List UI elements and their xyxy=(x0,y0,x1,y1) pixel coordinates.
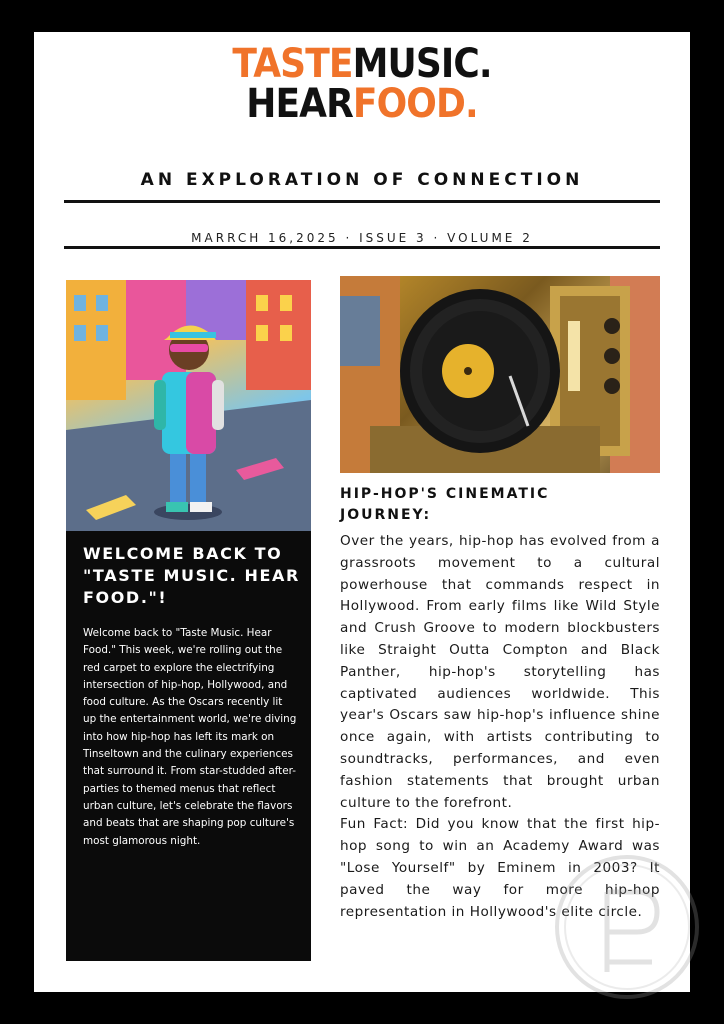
newsletter-page xyxy=(34,32,690,992)
tagline: AN EXPLORATION OF CONNECTION xyxy=(140,170,584,190)
issue-info: MARRCH 16,2025 · ISSUE 3 · VOLUME 2 xyxy=(191,231,533,245)
cartoon-hiphop-character-city-image xyxy=(66,280,311,531)
logo-line-2 xyxy=(67,81,657,127)
divider-bottom xyxy=(64,246,660,249)
welcome-body: Welcome back to "Taste Music. Hear Food." This week, we're rolling out the red carpet to explore the electrifying intersection of hip-hop, Hollywood, and food culture. As the Oscars recently lit up the entertainment world, we're diving into how hip-hop has left its mark on Tinseltown and the culinary experiences that surround it. From star-studded after-parties to themed menus that reflect urban culture, let's celebrate the flavors and beats that are shaping pop culture's most glamorous night. xyxy=(83,627,297,847)
logo-taste: TASTE xyxy=(232,41,353,87)
logo-hear: HEAR xyxy=(246,81,353,127)
article-paragraph-1: Over the years, hip-hop has evolved from a grassroots movement to a cultural powerhouse that commands respect in Hollywood. From early films like Wild Style and Crush Groove to modern blockbusters like Straight Outta Compton and Black Panther, hip-hop's storytelling has captivated audiences worldwide. This year's Oscars saw hip-hop's influence shine once again, with artists contributing to soundtracks, performances, and even fashion statements that brought urban culture to the forefront. xyxy=(340,533,660,811)
divider-top xyxy=(64,200,660,203)
logo-line-1 xyxy=(67,41,657,87)
logo-music: MUSIC. xyxy=(352,41,492,87)
welcome-title: WELCOME BACK TO "TASTE MUSIC. HEAR FOOD."! xyxy=(83,544,300,607)
article-paragraph-2: Fun Fact: Did you know that the first hip-hop song to win an Academy Award was "Lose Yourself" by Eminem in 2003? It paved the way for more hip-hop representation in Hollywood's elite circle. xyxy=(340,816,660,920)
circle-p-watermark-icon xyxy=(552,852,702,1002)
article-title: HIP-HOP'S CINEMATIC JOURNEY: xyxy=(340,486,550,523)
vinyl-record-player-image xyxy=(340,276,660,473)
logo-food: FOOD. xyxy=(352,81,478,127)
masthead-logo xyxy=(67,41,657,127)
welcome-panel xyxy=(66,531,311,961)
